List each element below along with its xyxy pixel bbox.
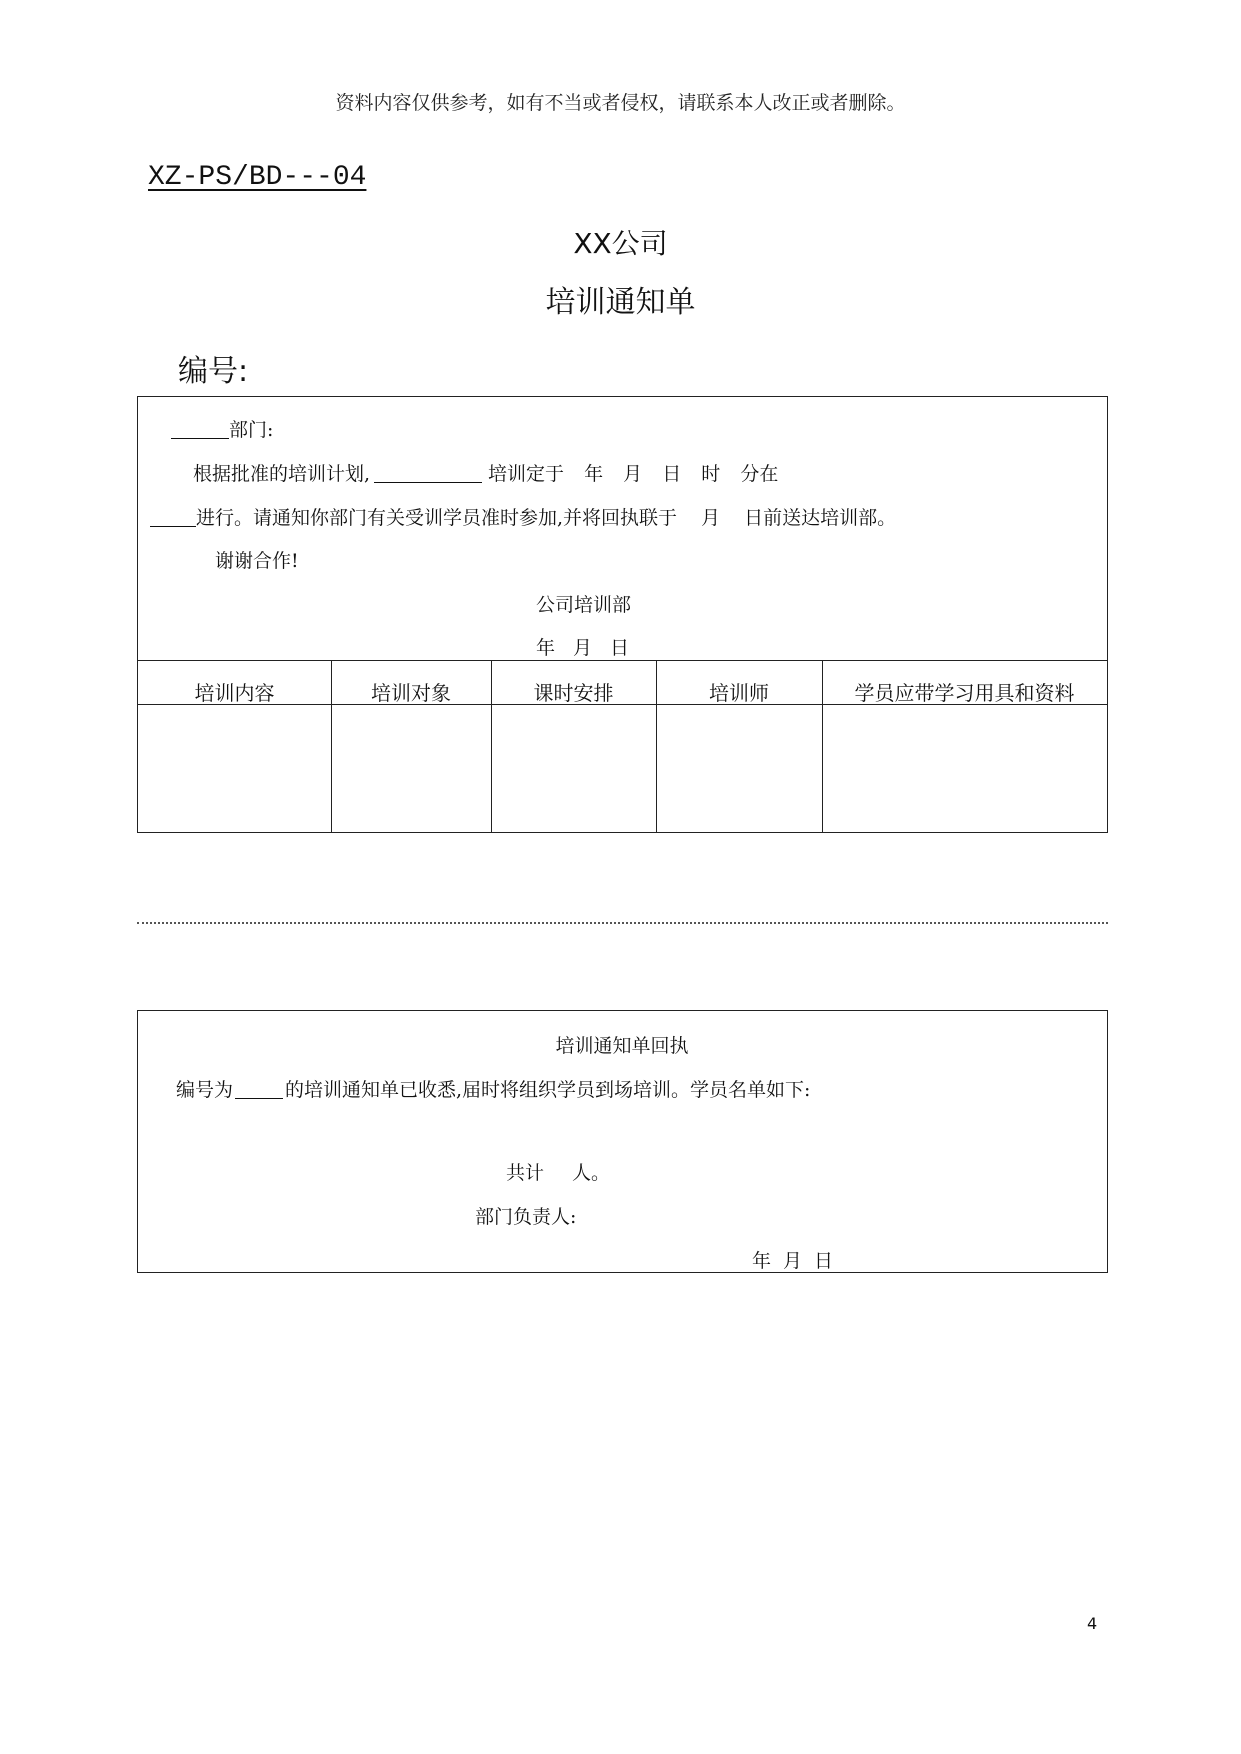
hour-label: 时	[701, 463, 721, 485]
thanks-text: 谢谢合作!	[215, 550, 299, 572]
month-label: 月	[623, 463, 643, 485]
training-name-blank[interactable]	[374, 464, 482, 483]
dept-line	[171, 415, 273, 442]
deadline-text: 日前送达培训部。	[744, 507, 897, 529]
receipt-number-label: 编号为	[176, 1079, 234, 1101]
day-label: 日	[662, 463, 682, 485]
venue-blank[interactable]	[150, 508, 196, 527]
table-cell-materials[interactable]	[823, 705, 1106, 831]
cut-line	[137, 922, 1108, 924]
dept-blank[interactable]	[171, 420, 229, 439]
table-cell-schedule[interactable]	[492, 705, 656, 831]
responsible-label: 部门负责人:	[475, 1206, 577, 1228]
receipt-title: 培训通知单回执	[555, 1035, 689, 1057]
instruction-line	[150, 503, 896, 530]
minute-label: 分在	[740, 463, 779, 485]
receipt-date-day: 日	[814, 1250, 834, 1272]
receipt-line	[176, 1075, 810, 1102]
total-line	[506, 1158, 610, 1185]
disclaimer-text: 资料内容仅供参考，如有不当或者侵权，请联系本人改正或者删除。	[335, 92, 906, 114]
table-header-target: 培训对象	[371, 681, 451, 705]
notice-form	[137, 396, 1108, 833]
receipt-date	[752, 1246, 833, 1273]
total-label: 共计	[506, 1162, 545, 1184]
receipt-date-year: 年	[752, 1250, 772, 1272]
table-header-schedule: 课时安排	[533, 681, 614, 705]
schedule-line	[193, 459, 778, 486]
table-header-materials: 学员应带学习用具和资料	[854, 681, 1075, 705]
receipt-date-month: 月	[783, 1250, 803, 1272]
instruction-text: 进行。请通知你部门有关受训学员准时参加,并将回执联于	[196, 507, 678, 529]
document-code: XZ-PS/BD---04	[148, 162, 367, 193]
number-label: 编号:	[178, 354, 249, 389]
receipt-form	[137, 1010, 1108, 1273]
year-label: 年	[584, 463, 604, 485]
date-day: 日	[610, 637, 630, 659]
date-month: 月	[573, 637, 593, 659]
table-cell-target[interactable]	[332, 705, 491, 831]
table-cell-trainer[interactable]	[657, 705, 822, 831]
receipt-number-blank[interactable]	[235, 1080, 283, 1099]
table-header-trainer: 培训师	[709, 681, 769, 705]
return-month-label: 月	[701, 507, 721, 529]
receipt-text: 的培训通知单已收悉,届时将组织学员到场培训。学员名单如下:	[285, 1079, 811, 1101]
page-title: 培训通知单	[545, 285, 696, 320]
notice-date	[536, 633, 629, 660]
plan-text: 根据批准的培训计划,	[193, 463, 371, 485]
page-number: 4	[1087, 1614, 1098, 1633]
table-top-border	[138, 660, 1107, 661]
date-year: 年	[536, 637, 556, 659]
scheduled-text: 培训定于	[488, 463, 565, 485]
dept-label: 部门:	[229, 419, 274, 441]
total-suffix: 人。	[572, 1162, 611, 1184]
signer-text: 公司培训部	[536, 594, 632, 616]
table-cell-content[interactable]	[138, 705, 331, 831]
company-name: XX公司	[573, 227, 668, 260]
table-header-content: 培训内容	[194, 681, 275, 705]
